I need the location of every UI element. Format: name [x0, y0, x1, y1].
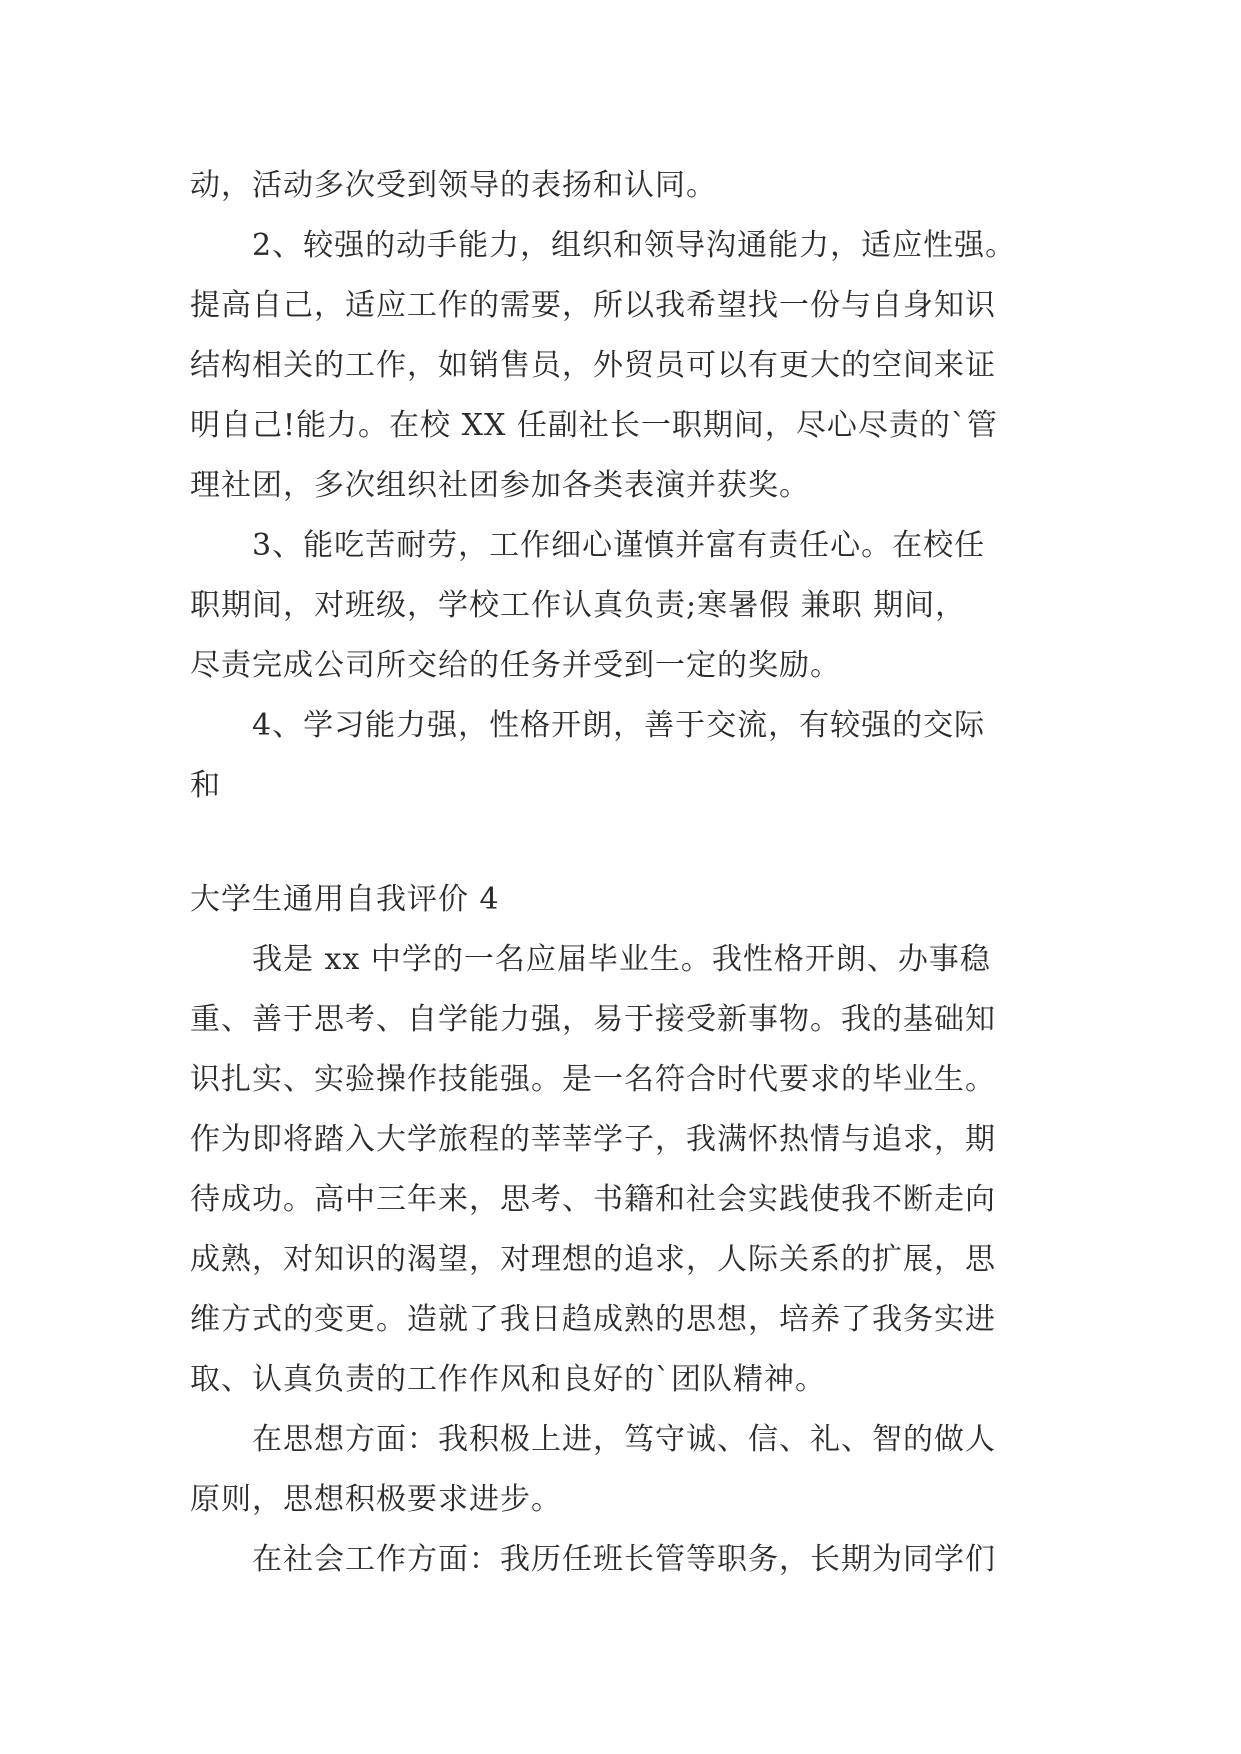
section-spacer: [190, 816, 1070, 870]
paragraph-line: 成熟，对知识的渴望，对理想的追求，人际关系的扩展，思: [190, 1242, 996, 1277]
paragraph-line: 我是 xx 中学的一名应届毕业生。我性格开朗、办事稳: [252, 942, 991, 977]
paragraph-line: 尽责完成公司所交给的任务并受到一定的奖励。: [190, 648, 841, 683]
paragraph-line: 提高自己，适应工作的需要，所以我希望找一份与自身知识: [190, 288, 996, 323]
document-body: [190, 156, 1070, 1590]
section-title: 大学生通用自我评价 4: [190, 882, 500, 917]
paragraph-line: 4、学习能力强，性格开朗，善于交流，有较强的交际: [252, 708, 986, 743]
paragraph-line: 和: [190, 768, 221, 803]
paragraph-line: 识扎实、实验操作技能强。是一名符合时代要求的毕业生。: [190, 1062, 996, 1097]
paragraph-line: 在社会工作方面：我历任班长管等职务，长期为同学们: [252, 1542, 996, 1577]
paragraph-line: 明自己!能力。在校 XX 任副社长一职期间，尽心尽责的`管: [190, 408, 998, 443]
paragraph-line: 待成功。高中三年来，思考、书籍和社会实践使我不断走向: [190, 1182, 996, 1217]
paragraph-line: 3、能吃苦耐劳，工作细心谨慎并富有责任心。在校任: [252, 528, 986, 563]
paragraph-line: 2、较强的动手能力，组织和领导沟通能力，适应性强。: [252, 228, 1017, 263]
paragraph-line: 理社团，多次组织社团参加各类表演并获奖。: [190, 468, 810, 503]
paragraph-line: 动，活动多次受到领导的表扬和认同。: [190, 168, 717, 203]
paragraph-line: 作为即将踏入大学旅程的莘莘学子，我满怀热情与追求，期: [190, 1122, 996, 1157]
paragraph-line: 在思想方面：我积极上进，笃守诚、信、礼、智的做人: [252, 1422, 996, 1457]
paragraph-line: 职期间，对班级，学校工作认真负责;寒暑假 兼职 期间，: [190, 588, 967, 623]
paragraph-line: 维方式的变更。造就了我日趋成熟的思想，培养了我务实进: [190, 1302, 996, 1337]
paragraph-line: 取、认真负责的工作作风和良好的`团队精神。: [190, 1362, 826, 1397]
paragraph-line: 原则，思想积极要求进步。: [190, 1482, 562, 1517]
paragraph-line: 重、善于思考、自学能力强，易于接受新事物。我的基础知: [190, 1002, 996, 1037]
paragraph-line: 结构相关的工作，如销售员，外贸员可以有更大的空间来证: [190, 348, 996, 383]
